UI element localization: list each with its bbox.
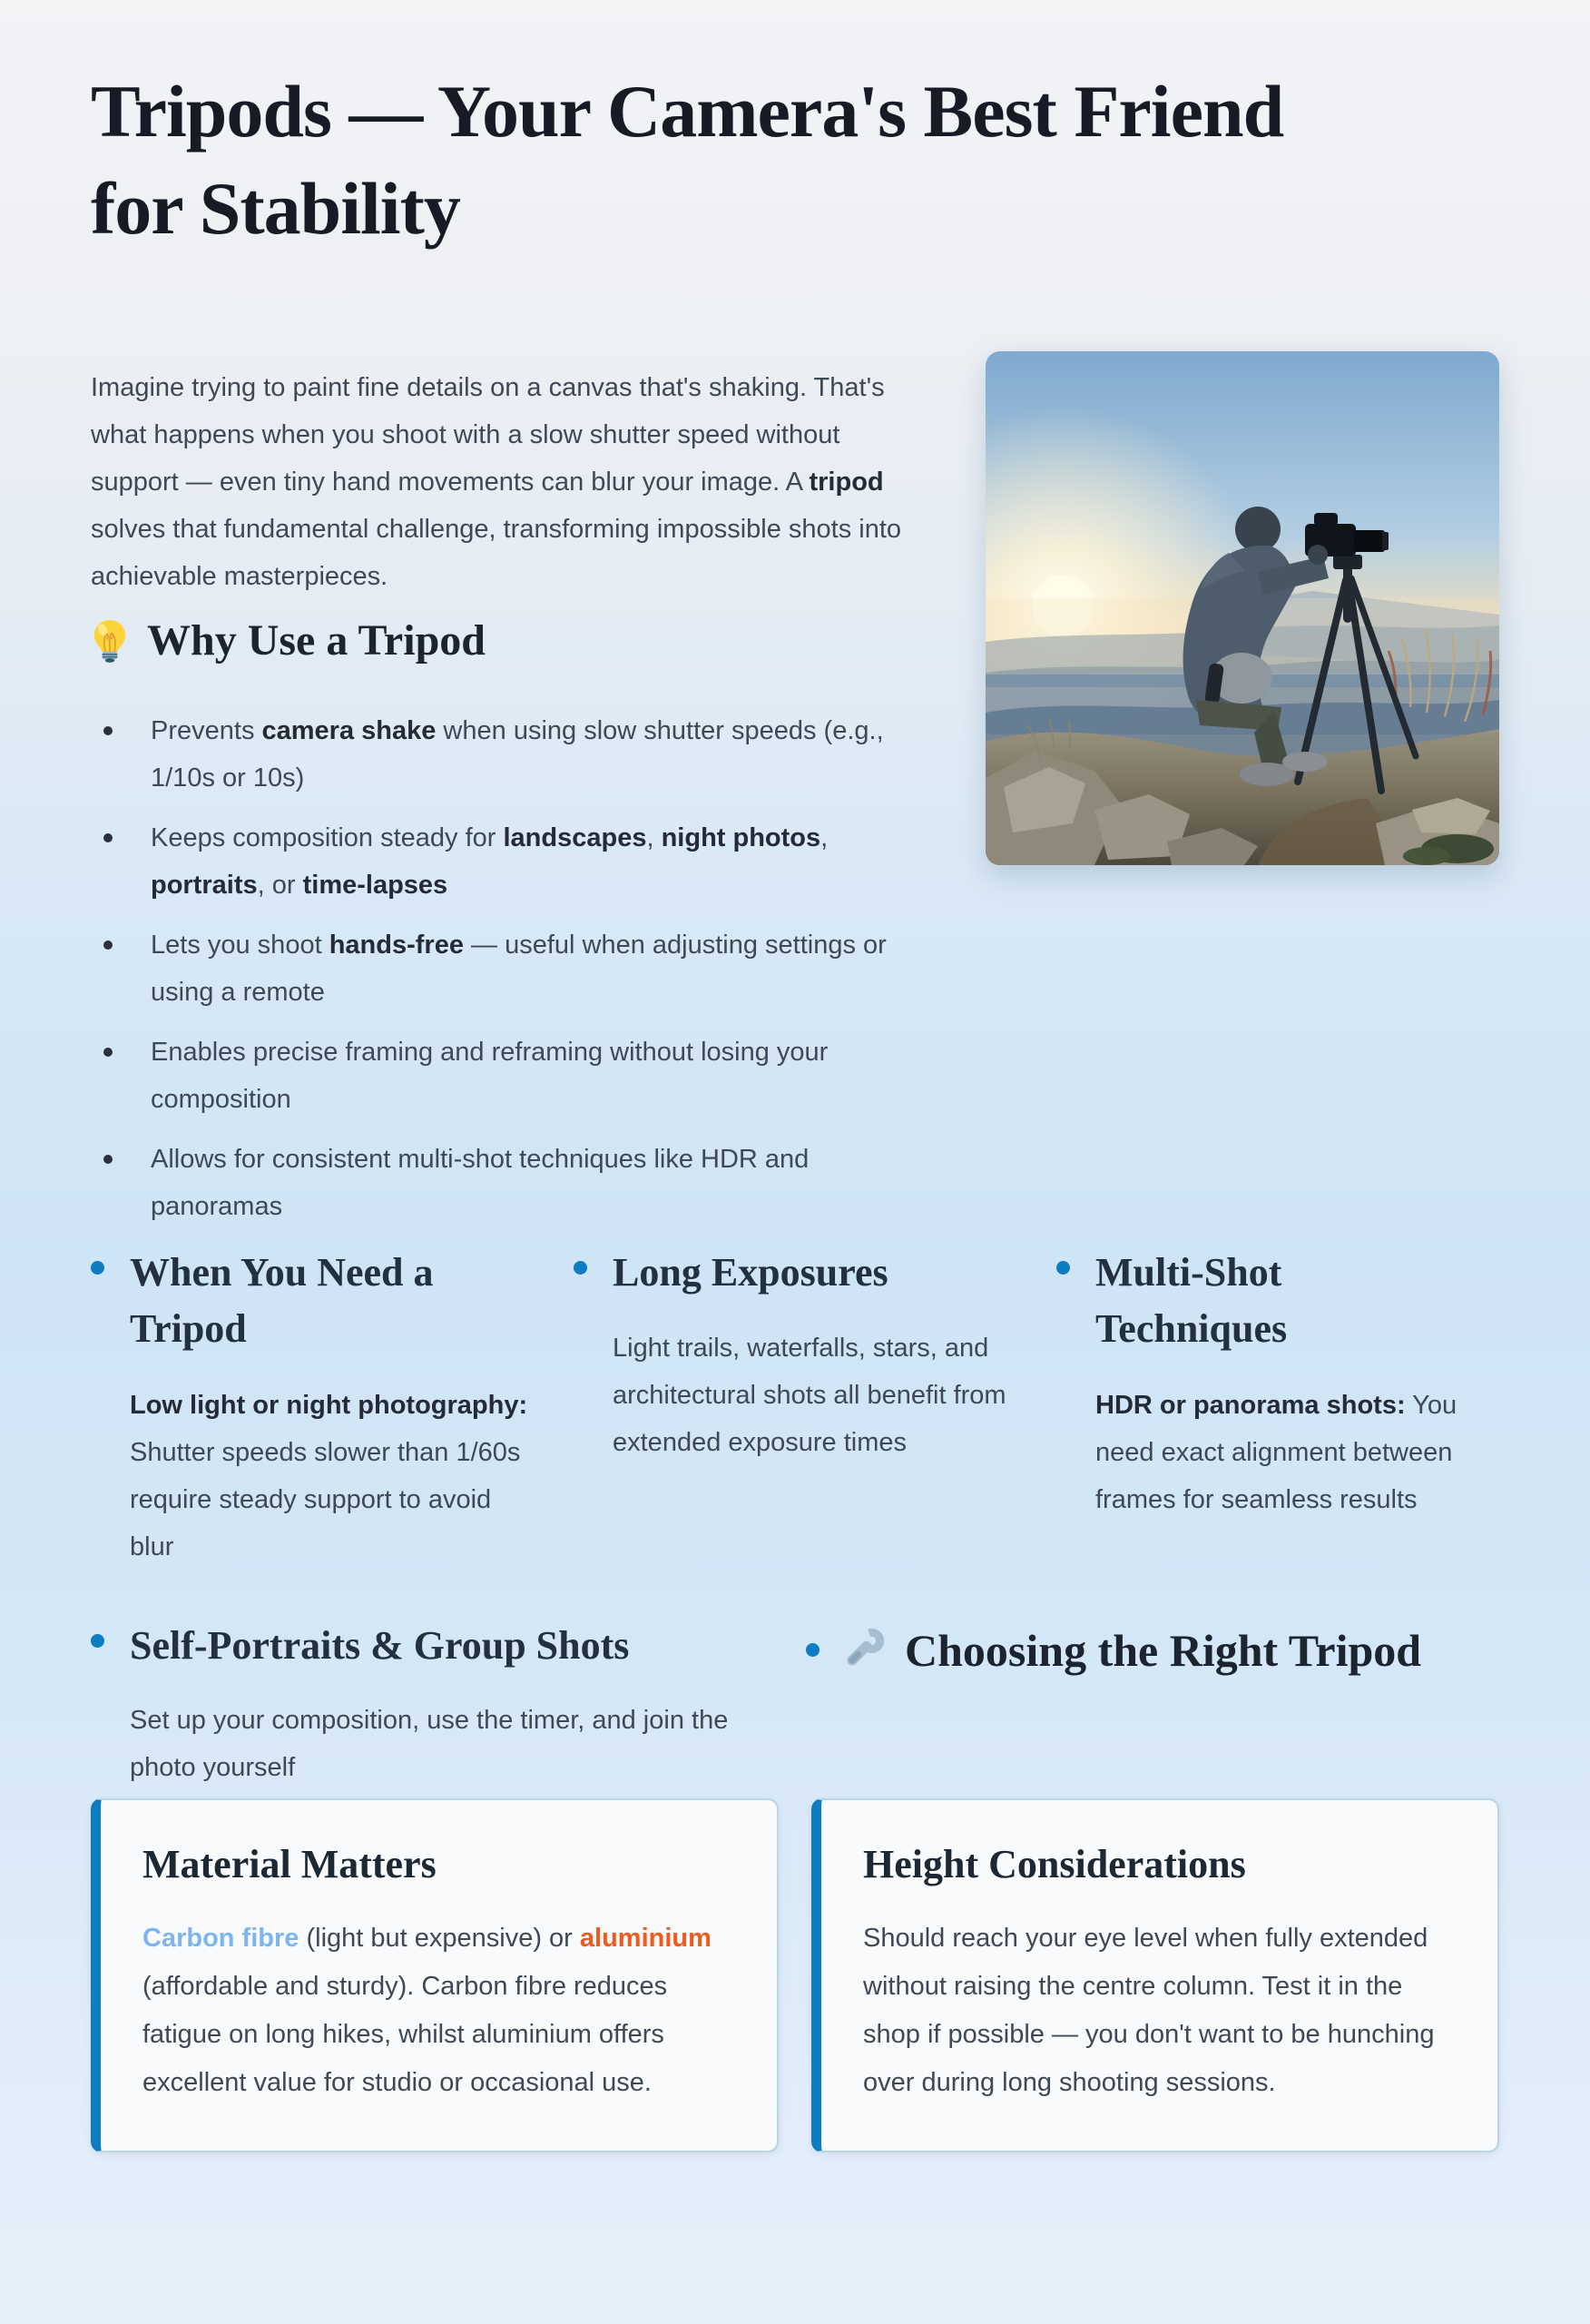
bullet-dot-icon	[91, 1261, 104, 1275]
bullet-dot-icon	[806, 1643, 820, 1657]
self-portraits-and-choosing-row	[91, 1618, 1499, 1792]
why-use-list	[91, 707, 908, 1230]
column-body: Set up your composition, use the timer, and join the photo yourself	[130, 1706, 729, 1783]
column-content	[613, 1245, 1016, 1571]
column-title: Self-Portraits & Group Shots	[130, 1622, 630, 1668]
intro-row	[91, 364, 1499, 1230]
card-title: Material Matters	[142, 1842, 437, 1887]
column-content	[130, 1245, 534, 1571]
column-title: When You Need a Tripod	[130, 1249, 434, 1352]
column-body: Low light or night photography: Shutter speeds slower than 1/60s require steady support to avoid blur	[130, 1390, 528, 1561]
column-multi-shot	[1056, 1245, 1499, 1571]
card-material-matters	[91, 1798, 779, 2152]
intro-paragraph: Imagine trying to paint fine details on a canvas that's shaking. That's what happens when you shoot with a slow shutter speed without support — even tiny hand movements can blur your image. A tripod solves that fundamental challenge, transforming impossible shots into achievable masterpieces.	[91, 373, 902, 592]
column-body: HDR or panorama shots: You need exact alignment between frames for seamless results	[1095, 1390, 1458, 1514]
lightbulb-icon	[91, 618, 129, 664]
column-title: Multi-Shot Techniques	[1095, 1249, 1288, 1352]
section-why-use-a-tripod	[91, 615, 922, 1230]
section-choosing-right-tripod	[806, 1623, 1421, 1678]
list-item: Keeps composition steady for landscapes, night photos, portraits, or time-lapses	[91, 814, 908, 909]
bullet-dot-icon	[574, 1261, 587, 1275]
tripod-advice-cards	[91, 1798, 1499, 2152]
list-item: Lets you shoot hands-free — useful when adjusting settings or using a remote	[91, 921, 908, 1016]
card-body: Carbon fibre (light but expensive) or aluminium (affordable and sturdy). Carbon fibre reduces fatigue on long hikes, whilst aluminium offers excellent value for studio or occasional use.	[142, 1923, 712, 2097]
list-item: Allows for consistent multi-shot techniques like HDR and panoramas	[91, 1136, 908, 1230]
hero-photo	[986, 351, 1499, 865]
why-use-heading-row	[91, 615, 922, 667]
wrench-icon	[838, 1626, 887, 1675]
list-item: Prevents camera shake when using slow shutter speeds (e.g., 1/10s or 10s)	[91, 707, 908, 802]
bullet-dot-icon	[91, 1634, 104, 1648]
column-self-portraits	[91, 1618, 806, 1792]
column-long-exposures	[574, 1245, 1016, 1571]
intro-column	[91, 364, 922, 1230]
column-when-you-need	[91, 1245, 534, 1571]
card-title: Height Considerations	[863, 1842, 1246, 1887]
page-title: Tripods — Your Camera's Best Friend for Stability	[91, 70, 1284, 250]
column-content	[130, 1618, 747, 1792]
card-body: Should reach your eye level when fully extended without raising the centre column. Test it in the shop if possible — you don't want to be hunching over during long shooting sessions.	[863, 1923, 1435, 2097]
why-use-title: Why Use a Tripod	[147, 616, 486, 665]
column-body: Light trails, waterfalls, stars, and architectural shots all benefit from extended exposure times	[613, 1334, 1006, 1458]
column-content	[1095, 1245, 1499, 1571]
list-item: Enables precise framing and reframing without losing your composition	[91, 1029, 908, 1123]
bullet-dot-icon	[1056, 1261, 1070, 1275]
choosing-title: Choosing the Right Tripod	[905, 1624, 1422, 1676]
tripod-need-columns	[91, 1245, 1499, 1571]
column-title: Long Exposures	[613, 1249, 888, 1295]
card-height-considerations	[811, 1798, 1499, 2152]
